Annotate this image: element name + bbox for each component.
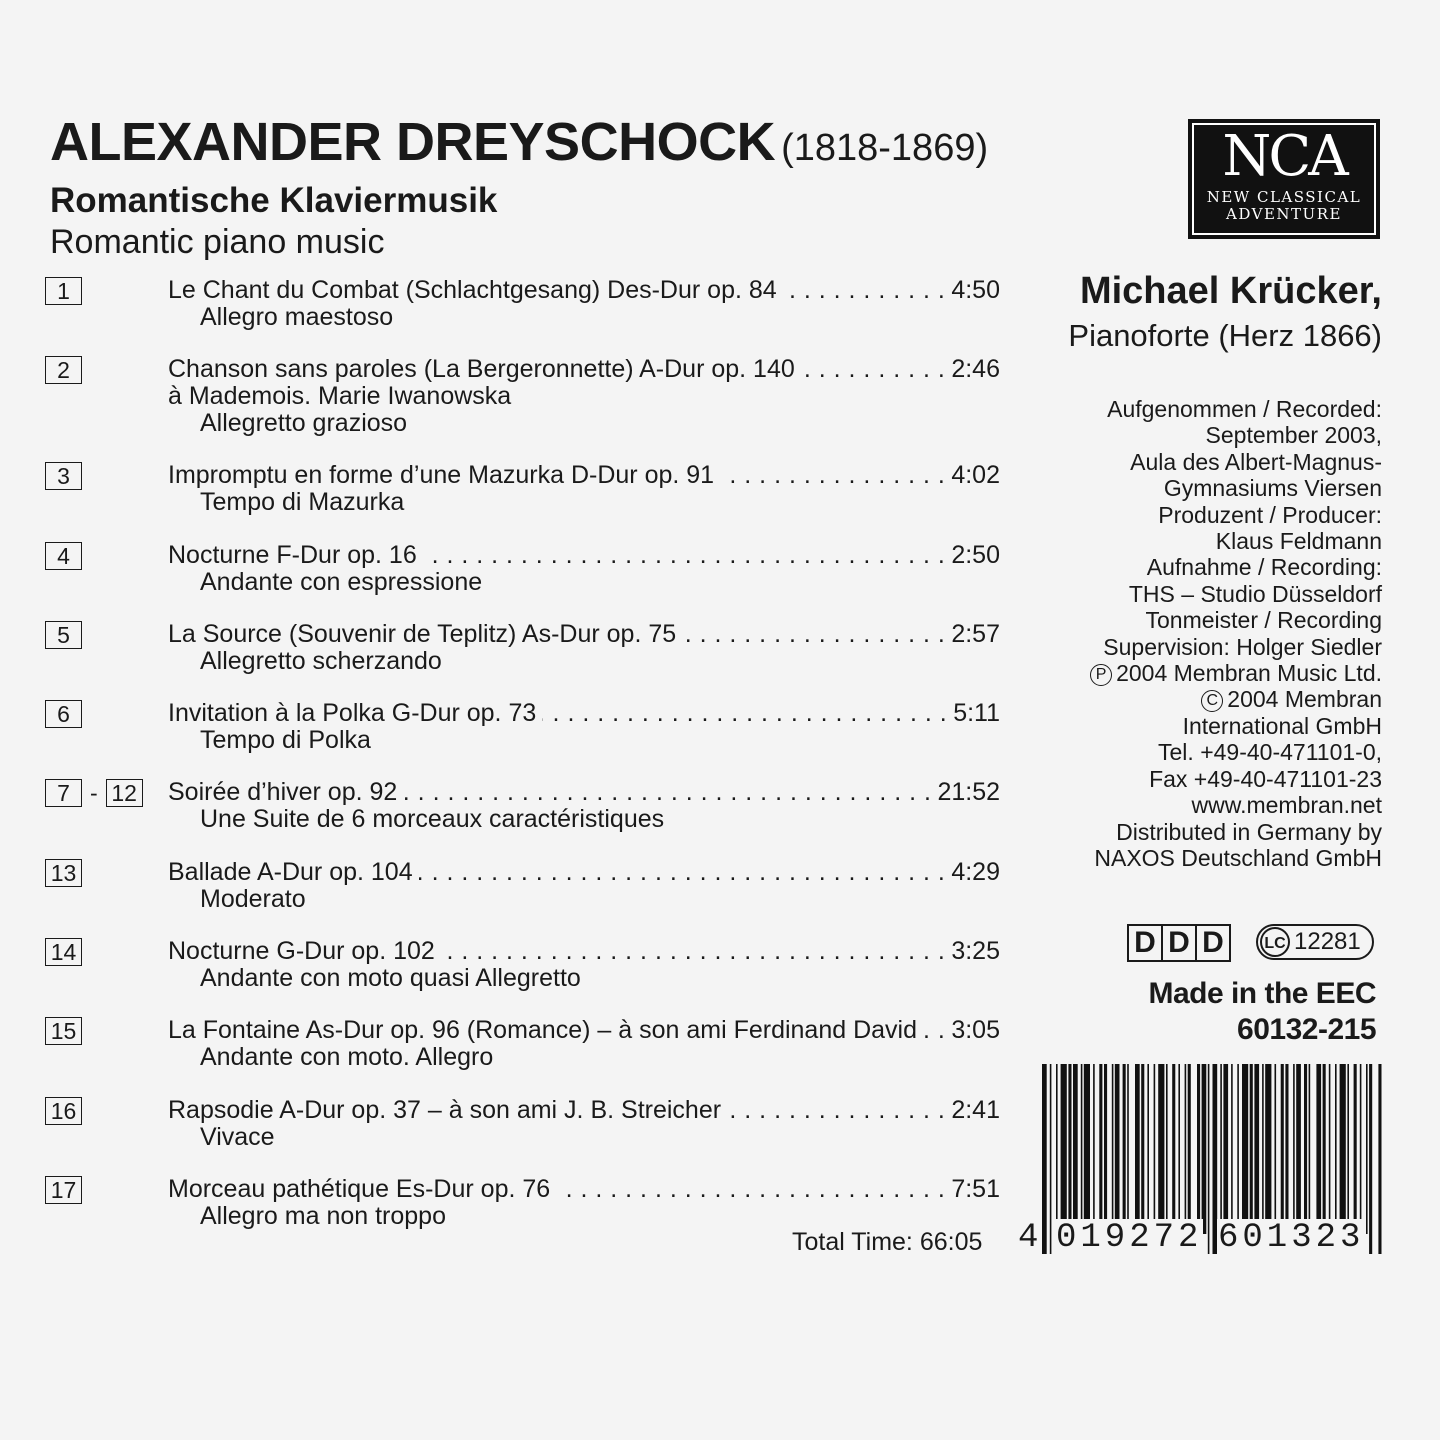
barcode-bar xyxy=(1197,1064,1200,1234)
track-title: Morceau pathétique Es-Dur op. 76 xyxy=(168,1174,551,1203)
track-tempo: Andante con espressione xyxy=(200,567,483,596)
track-number-box: 17 xyxy=(45,1176,82,1204)
barcode-group-2: 601323 xyxy=(1218,1219,1365,1257)
barcode-bar xyxy=(1115,1064,1120,1234)
track-row xyxy=(45,698,1000,777)
barcode-bar xyxy=(1366,1064,1368,1234)
track-number xyxy=(45,542,82,570)
made-in: Made in the EEC xyxy=(1148,977,1376,1010)
track-title: Invitation à la Polka G-Dur op. 73 xyxy=(168,699,537,728)
track-title-line xyxy=(168,1097,1000,1124)
barcode-bar xyxy=(1084,1064,1090,1234)
track-duration: 2:50 xyxy=(951,540,1000,569)
track-title-line xyxy=(168,356,1000,383)
track-title: La Fontaine As-Dur op. 96 (Romance) – à son ami Ferdinand David xyxy=(168,1016,917,1045)
track-tempo: Tempo di Polka xyxy=(200,726,371,755)
barcode-bar xyxy=(1254,1064,1259,1234)
track-row xyxy=(45,777,1000,856)
credit-line: Aufnahme / Recording: xyxy=(1146,554,1382,581)
track-tempo: Allegro ma non troppo xyxy=(200,1201,446,1230)
copyright-line-symbol: C xyxy=(1201,690,1223,712)
track-duration: 2:57 xyxy=(951,619,1000,648)
track-tempo: Andante con moto. Allegro xyxy=(200,1043,494,1072)
barcode-bar xyxy=(1293,1064,1295,1234)
credit-line: Tonmeister / Recording xyxy=(1145,607,1382,634)
track-title-line xyxy=(168,859,1000,886)
track-row xyxy=(45,619,1000,698)
track-row xyxy=(45,857,1000,936)
track-duration: 5:11 xyxy=(953,699,1000,728)
barcode-bar xyxy=(1262,1064,1264,1234)
track-title: Ballade A-Dur op. 104 xyxy=(168,857,413,886)
track-title: Nocturne F-Dur op. 16 xyxy=(168,540,417,569)
ddd-letter: D xyxy=(1202,926,1224,959)
artist-name: Michael Krücker, xyxy=(1079,270,1382,312)
barcode-bar xyxy=(1081,1064,1083,1234)
track-title: Soirée d’hiver op. 92 xyxy=(168,778,398,807)
barcode-bar xyxy=(1231,1064,1233,1234)
barcode-bar xyxy=(1068,1064,1071,1234)
barcode-bar xyxy=(1340,1064,1346,1234)
track-title: Rapsodie A-Dur op. 37 – à son ami J. B. Streicher xyxy=(168,1095,722,1124)
track-list xyxy=(45,275,1000,1253)
credit-line: Supervision: Holger Siedler xyxy=(1103,633,1382,660)
track-number-box: 7 xyxy=(45,779,82,807)
track-tempo: Moderato xyxy=(200,884,306,913)
dot-leader xyxy=(542,700,947,727)
track-number-box: 16 xyxy=(45,1097,82,1125)
manufacture-info xyxy=(1148,976,1376,1048)
track-number-box: 1 xyxy=(45,277,82,305)
barcode-bar xyxy=(1360,1064,1362,1234)
track-title: Le Chant du Combat (Schlachtgesang) Des-Dur op. 84 xyxy=(168,276,777,304)
logo-line-2: ADVENTURE xyxy=(1226,205,1342,223)
composer-dates: (1818-1869) xyxy=(781,127,989,169)
dot-leader xyxy=(419,859,946,886)
track-number-box: 14 xyxy=(45,938,82,966)
track-number xyxy=(45,621,82,649)
barcode-bar xyxy=(1354,1064,1357,1234)
track-number xyxy=(45,938,82,966)
barcode-bar xyxy=(1309,1064,1311,1234)
barcode-first-digit: 4 xyxy=(1018,1219,1039,1257)
barcode-bar xyxy=(1335,1064,1337,1234)
barcode-bar xyxy=(1323,1064,1326,1234)
track-duration: 4:02 xyxy=(951,461,1000,490)
track-title-line xyxy=(168,700,1000,727)
catalog-number: 60132-215 xyxy=(1237,1013,1376,1046)
subtitle-english: Romantic piano music xyxy=(50,223,385,261)
artist-block xyxy=(1068,268,1382,358)
track-tempo: Vivace xyxy=(200,1122,275,1151)
track-number xyxy=(45,1017,82,1045)
track-range-dash: - xyxy=(90,779,98,806)
credit-line: Gymnasiums Viersen xyxy=(1163,475,1382,502)
logo-line-1: NEW CLASSICAL xyxy=(1206,188,1362,206)
barcode-bar xyxy=(1185,1064,1187,1234)
credit-line: Klaus Feldmann xyxy=(1215,528,1382,555)
track-row xyxy=(45,936,1000,1015)
track-number-box: 3 xyxy=(45,462,82,490)
track-title: La Source (Souvenir de Teplitz) As-Dur op. 75 xyxy=(168,619,677,648)
track-number xyxy=(45,1176,82,1204)
barcode-bar xyxy=(1202,1064,1207,1234)
barcode-bar xyxy=(1112,1064,1114,1234)
track-duration: 3:25 xyxy=(951,937,1000,966)
track-title-line xyxy=(168,277,1000,304)
track-number-box: 6 xyxy=(45,700,82,728)
phonogram-line-text: 2004 Membran Music Ltd. xyxy=(1116,660,1382,687)
nca-logo xyxy=(1188,119,1380,239)
credit-line: www.membran.net xyxy=(1191,792,1382,819)
barcode-bar xyxy=(1265,1064,1271,1234)
credit-line: September 2003, xyxy=(1205,422,1382,449)
track-number-box: 4 xyxy=(45,542,82,570)
credit-line: Distributed in Germany by xyxy=(1116,818,1382,845)
barcode-bar xyxy=(1099,1064,1102,1234)
barcode-bar xyxy=(1220,1064,1222,1234)
dot-leader xyxy=(727,1097,945,1124)
barcode-bar xyxy=(1316,1064,1321,1234)
barcode-bar xyxy=(1135,1064,1140,1234)
barcode-bar xyxy=(1347,1064,1349,1234)
track-number xyxy=(45,700,82,728)
dot-leader xyxy=(783,277,946,304)
barcode-bar xyxy=(1141,1064,1144,1234)
track-tempo: Allegro maestoso xyxy=(200,303,394,331)
barcode-bar xyxy=(1166,1064,1168,1234)
barcode-bar xyxy=(1154,1064,1156,1234)
label-code xyxy=(1256,924,1374,960)
track-tempo: Tempo di Mazurka xyxy=(200,488,405,517)
track-tempo: Une Suite de 6 morceaux caractéristiques xyxy=(200,805,665,834)
track-number-box: 5 xyxy=(45,621,82,649)
subtitle-german: Romantische Klaviermusik xyxy=(50,181,498,220)
recording-credits xyxy=(1090,396,1382,871)
track-number xyxy=(45,277,82,305)
track-number xyxy=(45,779,143,807)
credit-line: International GmbH xyxy=(1182,712,1382,739)
phonogram-line-symbol: P xyxy=(1090,664,1112,686)
track-number-box: 15 xyxy=(45,1017,82,1045)
track-title-line xyxy=(168,621,1000,648)
track-number-box: 2 xyxy=(45,356,82,384)
credit-line: THS – Studio Düsseldorf xyxy=(1128,580,1382,607)
credit-line: Aufgenommen / Recorded: xyxy=(1107,396,1382,422)
track-title-line xyxy=(168,1176,1000,1203)
dot-leader xyxy=(403,779,931,806)
track-duration: 4:50 xyxy=(951,276,1000,304)
track-row xyxy=(45,354,1000,460)
lc-number: 12281 xyxy=(1294,928,1361,955)
track-row xyxy=(45,460,1000,539)
header xyxy=(50,110,988,262)
track-row xyxy=(45,1095,1000,1174)
track-tempo: Andante con moto quasi Allegretto xyxy=(200,964,581,993)
total-time: Total Time: 66:05 xyxy=(792,1228,983,1256)
track-title-line xyxy=(168,779,1000,806)
barcode-bar xyxy=(1172,1064,1175,1234)
track-dedication: à Mademois. Marie Iwanowska xyxy=(168,382,512,411)
barcode-digits xyxy=(1017,1219,1377,1259)
track-duration: 21:52 xyxy=(937,778,1000,807)
dot-leader xyxy=(682,621,945,648)
barcode-bar xyxy=(1275,1064,1277,1234)
barcode-bar xyxy=(1127,1064,1129,1234)
barcode-group-1: 019272 xyxy=(1056,1219,1203,1257)
composer-title xyxy=(50,110,988,180)
credit-line: Produzent / Producer: xyxy=(1158,501,1382,528)
track-number xyxy=(45,1097,82,1125)
barcode-bar xyxy=(1104,1064,1107,1234)
track-title: Impromptu en forme d’une Mazurka D-Dur op. 91 xyxy=(168,461,715,490)
credit-line: Aula des Albert-Magnus- xyxy=(1130,448,1382,475)
track-row xyxy=(45,540,1000,619)
track-tempo: Allegretto scherzando xyxy=(200,646,442,675)
barcode-bar xyxy=(1123,1064,1126,1234)
barcode-bar xyxy=(1093,1064,1095,1234)
dot-leader xyxy=(423,542,946,569)
track-number xyxy=(45,462,82,490)
track-title-line xyxy=(168,542,1000,569)
phonogram-line xyxy=(1090,660,1382,686)
track-title-line xyxy=(168,1017,1000,1044)
dot-leader xyxy=(923,1017,945,1044)
barcode-bar xyxy=(1285,1064,1288,1234)
track-row xyxy=(45,275,1000,354)
barcode-bar xyxy=(1329,1064,1331,1234)
logo-letters: NCA xyxy=(1222,124,1346,189)
barcode-bar xyxy=(1188,1064,1191,1234)
credit-line: Fax +49-40-471101-23 xyxy=(1149,765,1382,792)
barcode-bar xyxy=(1281,1064,1284,1234)
track-duration: 2:46 xyxy=(951,355,1000,384)
barcode-bar xyxy=(1250,1064,1253,1234)
track-number xyxy=(45,356,82,384)
barcode-bar xyxy=(1056,1064,1058,1234)
barcode-bar xyxy=(1237,1064,1239,1234)
barcode-bar xyxy=(1061,1064,1067,1234)
track-number-box-end: 12 xyxy=(106,779,143,807)
copyright-line xyxy=(1090,686,1382,712)
track-title: Nocturne G-Dur op. 102 xyxy=(168,937,435,966)
track-duration: 2:41 xyxy=(951,1095,1000,1124)
track-duration: 7:51 xyxy=(951,1174,1000,1203)
artist-instrument: Pianoforte (Herz 1866) xyxy=(1068,318,1382,353)
track-title-line xyxy=(168,938,1000,965)
dot-leader xyxy=(720,462,945,489)
track-duration: 4:29 xyxy=(951,857,1000,886)
dot-leader xyxy=(556,1176,945,1203)
barcode-bar xyxy=(1158,1064,1164,1234)
barcode-bar xyxy=(1223,1064,1228,1234)
dot-leader xyxy=(441,938,946,965)
barcode-bar xyxy=(1178,1064,1180,1234)
lc-symbol: LC xyxy=(1260,927,1290,957)
track-title: Chanson sans paroles (La Bergeronnette) A-Dur op. 140 xyxy=(168,355,795,384)
track-title-line xyxy=(168,462,1000,489)
credit-line: NAXOS Deutschland GmbH xyxy=(1094,844,1382,871)
copyright-line-text: 2004 Membran xyxy=(1227,686,1382,713)
ddd-letter: D xyxy=(1129,926,1163,960)
track-number-box: 13 xyxy=(45,859,82,887)
dot-leader xyxy=(801,356,946,383)
barcode-bar xyxy=(1304,1064,1307,1234)
track-duration: 3:05 xyxy=(951,1016,1000,1045)
ddd-letter: D xyxy=(1163,926,1197,960)
barcode-bar xyxy=(1378,1064,1381,1254)
barcode-bar xyxy=(1147,1064,1149,1234)
track-row xyxy=(45,1015,1000,1094)
ddd-code xyxy=(1127,924,1231,962)
barcode-bar xyxy=(1242,1064,1248,1234)
track-tempo: Allegretto grazioso xyxy=(200,409,408,438)
composer-name: ALEXANDER DREYSCHOCK xyxy=(50,112,776,172)
track-number xyxy=(45,859,82,887)
barcode-bar xyxy=(1296,1064,1301,1234)
credit-line: Tel. +49-40-471101-0, xyxy=(1158,739,1382,766)
barcode-bar xyxy=(1073,1064,1078,1234)
